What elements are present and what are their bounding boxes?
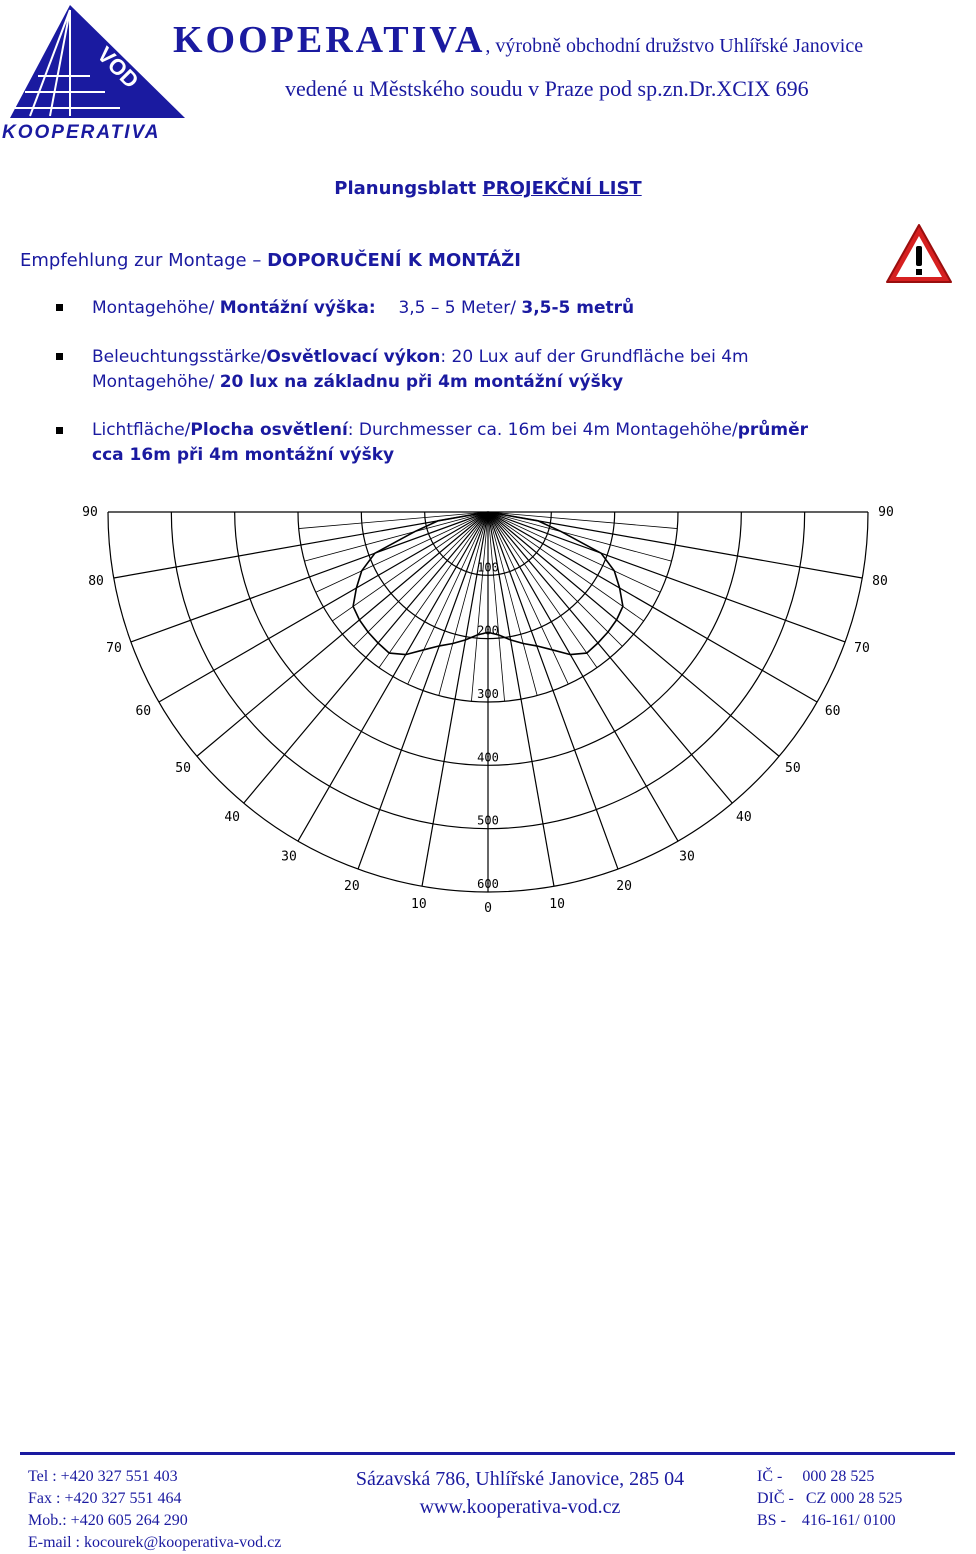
angle-tick-label-bottom: 0 [484,901,492,916]
angle-spoke-minor [488,512,505,701]
angle-tick-label-right: 60 [824,704,841,719]
radial-tick-label: 400 [477,750,499,765]
footer-tel: Tel : +420 327 551 403 [28,1468,178,1485]
angle-spoke-minor [488,512,660,592]
footer-fax: Fax : +420 327 551 464 [28,1490,182,1507]
company-name: KOOPERATIVA [173,19,486,61]
footer-divider [20,1452,955,1455]
item-value-cz: průměr [737,420,809,440]
angle-spoke [131,512,488,642]
footer-address: Sázavská 786, Uhlířské Janovice, 285 04 [355,1468,685,1490]
angle-tick-label-left: 10 [411,896,427,912]
company-suffix: , výrobně obchodní družstvo Uhlířské Janovice [485,35,864,57]
angle-spoke-minor [471,512,488,701]
footer-ic: IČ - 000 28 525 [757,1468,875,1485]
angle-tick-label-right: 90 [878,505,894,520]
angle-spoke [358,512,488,869]
item-label-de: Montagehöhe/ [92,298,215,318]
title-cz: PROJEKČNÍ LIST [482,178,642,199]
angle-tick-label-left: 60 [135,704,152,719]
angle-tick-label-right: 40 [736,809,752,825]
bullet-icon [55,426,65,436]
angle-spoke [488,512,618,869]
item-value-de-2: Montagehöhe/ [92,372,215,392]
list-item-light-area [92,420,808,440]
radial-tick-label: 100 [477,560,499,575]
item-value-de: : 20 Lux auf der Grundfläche bei 4m [440,347,749,367]
item-label-cz: Plocha osvětlení [190,420,348,440]
bullet-icon [55,352,65,362]
item-value-cz: 3,5-5 metrů [521,298,635,318]
item-label-cz: Montážní výška: [219,298,376,318]
angle-spoke-minor [316,512,488,592]
item-value-de: : Durchmesser ca. 16m bei 4m Montagehöhe/ [347,420,738,440]
item-value-de: 3,5 – 5 Meter/ [398,298,516,318]
list-item-light-area-line2 [92,445,394,465]
footer-web[interactable]: www.kooperativa-vod.cz [419,1496,621,1518]
list-item-mounting-height [92,298,634,318]
registration-text: vedené u Městského soudu v Praze pod sp.zn.Dr.XCIX 696 [285,76,809,101]
radial-tick-label: 500 [477,813,499,828]
angle-spoke-minor [439,512,488,696]
recommendation-de: Empfehlung zur Montage – [20,250,262,271]
angle-tick-label-left: 80 [88,574,104,590]
angle-tick-label-left: 30 [281,849,297,865]
angle-tick-label-left: 40 [224,809,240,825]
angle-tick-label-right: 10 [549,896,565,912]
item-value-cz-2: cca 16m při 4m montážní výšky [92,445,395,465]
item-value-cz-2: 20 lux na základnu při 4m montážní výšky [219,372,624,392]
recommendation-heading [20,250,521,271]
warning-triangle-icon [884,222,954,286]
angle-spoke-minor [488,512,672,561]
footer-bs: BS - 416-161/ 0100 [757,1512,896,1529]
recommendation-cz: DOPORUČENÍ K MONTÁŽI [267,250,521,271]
angle-tick-label-right: 70 [854,641,870,657]
angle-spoke [488,512,845,642]
angle-spoke-minor [408,512,488,684]
angle-spoke-minor [304,512,488,561]
bullet-icon [55,303,65,313]
angle-tick-label-left: 20 [344,878,360,894]
title-de: Planungsblatt [334,178,477,199]
angle-tick-label-left: 90 [82,505,98,520]
footer-mobile: Mob.: +420 605 264 290 [28,1512,188,1529]
light-distribution-diagram [82,490,894,916]
company-logo [0,0,190,145]
radial-tick-label: 300 [477,687,499,701]
footer-dic: DIČ - CZ 000 28 525 [757,1490,903,1507]
angle-tick-label-right: 20 [616,878,632,894]
logo-text: KOOPERATIVA [2,122,161,143]
list-item-illuminance-line2 [92,372,623,392]
page-title [0,178,976,199]
item-label-cz: Osvětlovací výkon [266,347,441,367]
angle-spoke-minor [488,512,677,529]
item-label-de: Beleuchtungsstärke/ [92,347,267,367]
angle-tick-label-right: 30 [679,849,695,865]
angle-tick-label-left: 70 [106,641,122,657]
angle-spoke-minor [488,512,537,696]
angle-spoke-minor [299,512,488,529]
footer-email: E-mail : kocourek@kooperativa-vod.cz [28,1534,282,1551]
radial-tick-label: 600 [477,877,499,891]
company-header [173,18,863,62]
logo-vod-text: VOD [92,41,144,94]
angle-spoke-minor [488,512,568,684]
angle-tick-label-right: 50 [785,760,801,776]
item-label-de: Lichtfläche/ [92,420,191,440]
list-item-illuminance [92,347,749,367]
angle-tick-label-right: 80 [872,574,888,590]
radial-tick-label: 200 [477,623,499,638]
angle-tick-label-left: 50 [175,760,191,776]
